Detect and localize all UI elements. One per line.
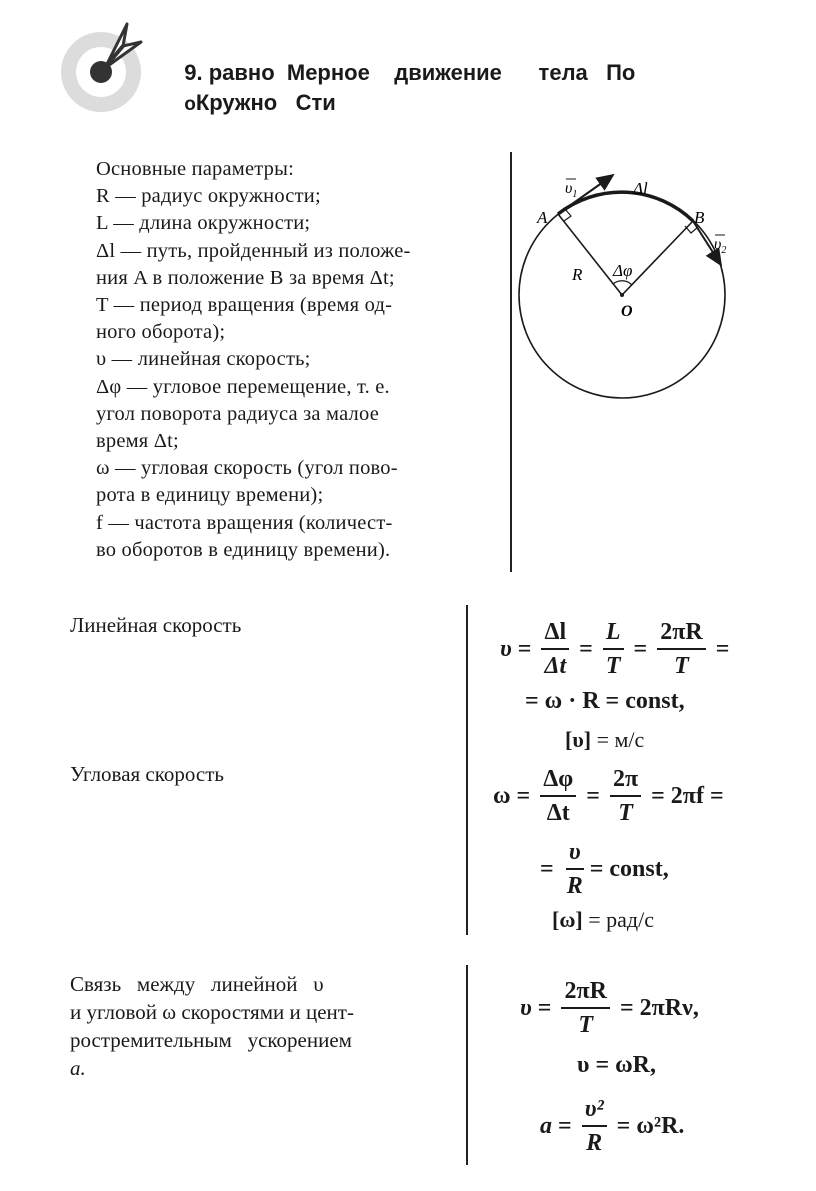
param-line: время Δt; <box>96 430 179 453</box>
section-title-line-2 <box>172 58 336 120</box>
linear-velocity-formula-2: = ω · R = const, <box>525 688 685 714</box>
param-line: L — длина окружности; <box>96 212 311 235</box>
linear-velocity-formula: υ = $\frac{\Delta l}{\Delta t}$ = $\frac{L}{T}$ = $\frac{2\pi R}{T}$ = <box>500 619 730 679</box>
linear-velocity-unit: [υ] = м/с <box>565 727 645 752</box>
param-line: ω — угловая скорость (угол пово- <box>96 457 398 480</box>
arc-delta-l <box>558 192 693 221</box>
angular-velocity-formula: ω = $\frac{\Delta\varphi}{\Delta t}$ = $\frac{2\pi}{T}$ = 2πf = <box>493 766 724 826</box>
param-line: Δl — путь, пройденный из положе- <box>96 239 411 262</box>
label-delta-phi: Δφ <box>613 261 633 280</box>
angular-velocity-label: Угловая скорость <box>70 762 224 786</box>
title-line-1: равно Мерное движение тела По <box>208 60 636 85</box>
param-line: рота в единицу времени); <box>96 484 324 507</box>
label-a: A <box>537 208 548 227</box>
relation-label: Связь между линейной υ и угловой ω скоростями и цент- ростремительным ускорением a. <box>70 972 354 1080</box>
param-line: R — радиус окружности; <box>96 185 321 208</box>
relation-formula-2: υ = ωR, <box>577 1052 657 1078</box>
param-line: Δφ — угловое перемещение, т. е. <box>96 375 390 398</box>
param-line: ния A в положение B за время Δt; <box>96 266 395 289</box>
radius-oa <box>558 214 622 295</box>
divider <box>466 605 468 935</box>
label-o: O <box>621 303 633 320</box>
angular-velocity-formula-2: = $\frac{\upsilon}{R}$ = const, <box>540 839 669 899</box>
title-line-2: Кружно Сти <box>195 90 336 115</box>
relation-formula-3: a = $\frac{\text{υ²}}{R}$ = ω²R. <box>540 1096 685 1156</box>
label-delta-l: Δl <box>633 179 648 198</box>
label-b: B <box>694 208 705 227</box>
label-v2: $\upsilon_2$ <box>714 236 727 256</box>
circle-diagram <box>515 165 765 425</box>
linear-velocity-label: Линейная скорость <box>70 613 242 637</box>
section-number: 9. <box>184 60 203 85</box>
label-r: R <box>572 265 583 284</box>
angular-velocity-unit: [ω] = рад/с <box>552 907 654 932</box>
param-line: ного оборота); <box>96 321 226 344</box>
param-line: T — период вращения (время од- <box>96 294 393 317</box>
title-line-2-prefix: о <box>184 94 196 115</box>
divider <box>466 965 468 1165</box>
divider <box>510 152 512 572</box>
parameters-list <box>96 156 496 564</box>
param-line: во оборотов в единицу времени). <box>96 538 391 561</box>
param-line: Основные параметры: <box>96 158 294 180</box>
relation-formula-1: υ = $\frac{2\pi R}{T}$ = 2πRν, <box>520 978 699 1038</box>
param-line: f — частота вращения (количест- <box>96 511 393 534</box>
section-logo-icon <box>57 22 177 114</box>
label-v1: $\upsilon_1$ <box>565 180 578 200</box>
param-line: угол поворота радиуса за малое <box>96 402 379 425</box>
param-line: υ — линейная скорость; <box>96 348 311 371</box>
radius-ob <box>622 221 693 295</box>
